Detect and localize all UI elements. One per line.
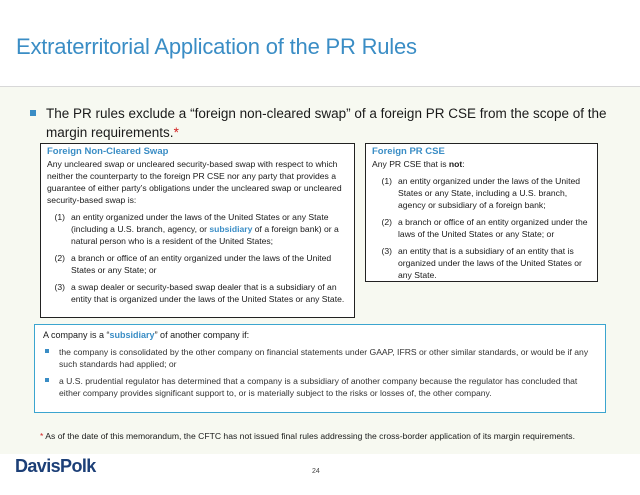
list-item: a U.S. prudential regulator has determined that a company is a subsidiary of another company because the regulator has concluded that either company provides significant support to, or is materially subject to the risks or losses of, the other company. [43, 375, 597, 399]
box-intro: Any PR CSE that is not: [372, 159, 465, 169]
main-bullet-text: The PR rules exclude a “foreign non-cleared swap” of a foreign PR CSE from the scope of the margin requirements.* [46, 106, 607, 140]
box-heading: Foreign PR CSE [372, 146, 445, 157]
subsidiary-term: subsidiary [109, 330, 155, 340]
list-item [47, 252, 348, 276]
item-number: (1) [54, 212, 65, 222]
bullet-square-icon [45, 378, 49, 382]
bullet-square-icon [45, 349, 49, 353]
list-item [372, 216, 591, 240]
foreign-pr-cse-box [365, 143, 598, 282]
item-number: (3) [381, 246, 392, 256]
item-number: (1) [381, 176, 392, 186]
item-text: an entity organized under the laws of the United States or any State, including a U.S. branch, agency or subsidiary of a foreign bank; [398, 176, 581, 210]
slide-title: Extraterritorial Application of the PR Rules [16, 34, 417, 59]
list-item [47, 211, 348, 247]
foreign-non-cleared-swap-box [40, 143, 355, 318]
bullet-square-icon [30, 110, 36, 116]
item-text: an entity organized under the laws of the United States or any State (including a U.S. branch, agency, or subsidiary of a foreign bank) or a natural person who is a resident of the United States; [71, 212, 339, 246]
box-intro: Any uncleared swap or uncleared security-based swap with respect to which neither the counterparty to the foreign PR CSE nor any party that provides a guarantee of either party’s obligations under the uncleared swap or uncleared security-based swap is: [47, 159, 342, 205]
item-text: a swap dealer or security-based swap dealer that is a subsidiary of an entity that is organized under the laws of the United States or any State. [71, 282, 345, 304]
subsidiary-heading: A company is a “subsidiary” of another company if: [43, 330, 250, 340]
subsidiary-definition-box [34, 324, 606, 413]
item-text: a branch or office of an entity organized under the laws of the United States or any State; or [71, 253, 332, 275]
main-bullet [30, 104, 610, 142]
box-heading: Foreign Non-Cleared Swap [47, 146, 169, 157]
list-item [372, 175, 591, 211]
item-text: a branch or office of an entity organized under the laws of the United States or any State; or [398, 217, 588, 239]
footnote: * As of the date of this memorandum, the CFTC has not issued final rules addressing the cross-border application of its margin requirements. [40, 431, 575, 441]
list-item [372, 245, 591, 281]
item-number: (2) [54, 253, 65, 263]
subsidiary-term: subsidiary [209, 224, 253, 234]
list-item [47, 281, 348, 305]
item-text: an entity that is a subsidiary of an entity that is organized under the laws of the United States or any State. [398, 246, 582, 280]
item-number: (2) [381, 217, 392, 227]
item-number: (3) [54, 282, 65, 292]
davis-polk-logo: DavisPolk [15, 456, 96, 476]
page-number: 24 [312, 468, 320, 475]
list-item: the company is consolidated by the other company on financial statements under GAAP, IFRS or other similar standards, or would be if any such standards had applied; or [43, 346, 597, 370]
footnote-marker: * [40, 431, 44, 441]
footnote-marker: * [173, 125, 179, 140]
